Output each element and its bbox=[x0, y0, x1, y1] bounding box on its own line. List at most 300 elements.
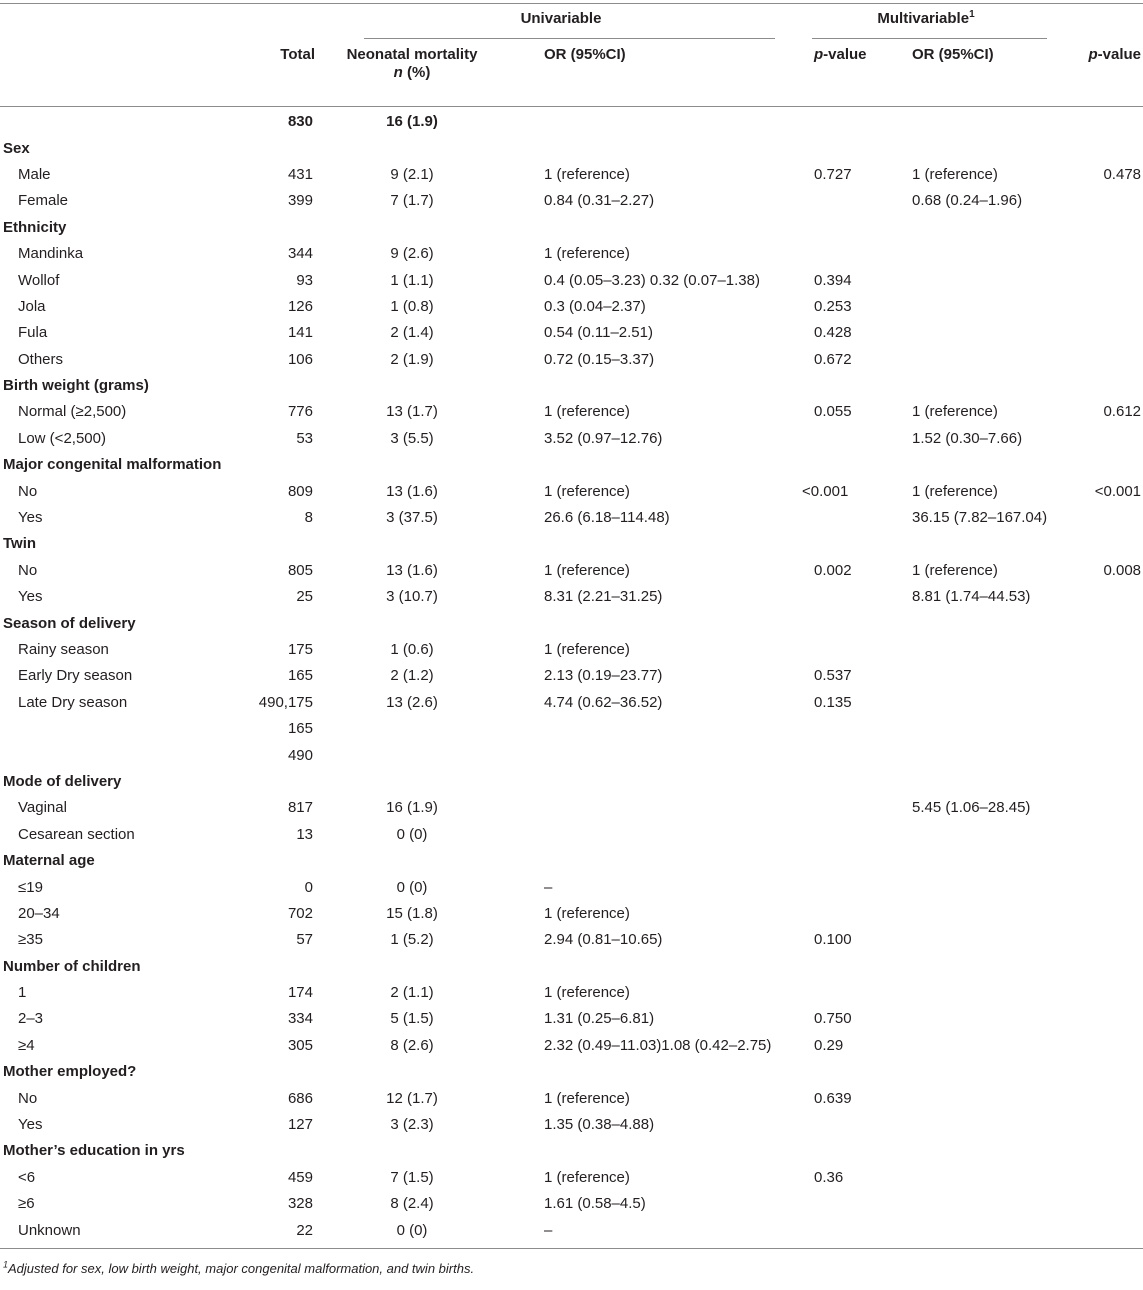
multivariable-header-text: Multivariable bbox=[877, 10, 970, 27]
total-cell: 0 bbox=[304, 878, 313, 896]
row-label: Male bbox=[18, 165, 51, 183]
or-multivariable-cell: 1.52 (0.30–7.66) bbox=[912, 429, 1023, 447]
or-multivariable-cell bbox=[902, 1112, 1068, 1138]
table-row bbox=[0, 584, 1143, 610]
or-cell: 0.84 (0.31–2.27) bbox=[544, 192, 655, 210]
or-multivariable-cell bbox=[902, 373, 1068, 399]
p-value-cell bbox=[784, 188, 902, 214]
or-multivariable-cell: 1 (reference) bbox=[912, 403, 998, 421]
p-value-cell bbox=[784, 215, 902, 241]
total-cell: 126 bbox=[287, 297, 313, 315]
row-label: Low (<2,500) bbox=[18, 429, 106, 447]
total-cell: 334 bbox=[287, 1010, 313, 1028]
p-value-cell: 0.055 bbox=[814, 403, 852, 421]
row-label: Birth weight (grams) bbox=[3, 377, 149, 395]
or-multivariable-cell: 5.45 (1.06–28.45) bbox=[912, 799, 1031, 817]
total-cell: 817 bbox=[287, 799, 313, 817]
p-value-cell: 0.639 bbox=[814, 1089, 852, 1107]
total-cell: 57 bbox=[296, 931, 313, 949]
p-value-multivariable-cell bbox=[1068, 1085, 1143, 1111]
row-label: ≥6 bbox=[18, 1195, 35, 1213]
p-value-cell: 0.135 bbox=[814, 693, 852, 711]
or-multivariable-cell: 8.81 (1.74–44.53) bbox=[912, 588, 1031, 606]
p-value-multivariable-cell bbox=[1068, 610, 1143, 636]
or-cell bbox=[516, 452, 784, 478]
total-cell: 686 bbox=[287, 1089, 313, 1107]
or-cell: 1 (reference) bbox=[544, 984, 630, 1002]
p-value-multivariable-cell bbox=[1068, 769, 1143, 795]
or-cell bbox=[516, 373, 784, 399]
or-cell bbox=[516, 742, 784, 768]
or-cell bbox=[516, 610, 784, 636]
p-value-cell bbox=[784, 241, 902, 267]
table-row bbox=[0, 1165, 1143, 1191]
or-multivariable-cell bbox=[902, 690, 1068, 716]
table-row bbox=[0, 795, 1143, 821]
mortality-cell bbox=[338, 742, 516, 768]
total-cell: 490,175 bbox=[258, 693, 313, 711]
p-value-multivariable-cell bbox=[1068, 584, 1143, 610]
or-multivariable-cell bbox=[902, 848, 1068, 874]
table-row bbox=[0, 1006, 1143, 1032]
table-row bbox=[0, 637, 1143, 663]
category-row bbox=[0, 1059, 1143, 1085]
mortality-cell: 2 (1.4) bbox=[390, 324, 434, 342]
total-cell: 328 bbox=[287, 1195, 313, 1213]
or-multivariable-cell bbox=[902, 1059, 1068, 1085]
or-multivariable-cell bbox=[902, 320, 1068, 346]
or-cell: 0.3 (0.04–2.37) bbox=[544, 297, 646, 315]
table-row bbox=[0, 505, 1143, 531]
table-row bbox=[0, 742, 1143, 768]
or-cell bbox=[516, 822, 784, 848]
p-value-multivariable-cell bbox=[1068, 1165, 1143, 1191]
mortality-cell: 1 (5.2) bbox=[390, 931, 434, 949]
or-multivariable-cell bbox=[902, 637, 1068, 663]
category-row bbox=[0, 135, 1143, 161]
total-mortality: 16 (1.9) bbox=[386, 113, 438, 131]
or-cell: 8.31 (2.21–31.25) bbox=[544, 588, 663, 606]
mortality-cell: 1 (0.8) bbox=[390, 297, 434, 315]
or-multivariable-cell bbox=[902, 347, 1068, 373]
p-value-cell bbox=[784, 742, 902, 768]
category-row bbox=[0, 954, 1143, 980]
table-row bbox=[0, 1217, 1143, 1243]
or-multivariable-cell bbox=[902, 294, 1068, 320]
p-value-multivariable-cell bbox=[1068, 954, 1143, 980]
row-label: Vaginal bbox=[18, 799, 67, 817]
p-value-cell bbox=[784, 795, 902, 821]
table-row bbox=[0, 347, 1143, 373]
row-label: Mode of delivery bbox=[3, 772, 122, 790]
p-value-cell bbox=[784, 584, 902, 610]
footnote-mark: 1 bbox=[3, 1259, 9, 1270]
multivariable-footnote-mark: 1 bbox=[969, 9, 975, 20]
mortality-cell bbox=[338, 610, 516, 636]
col-or2-header: OR (95%CI) bbox=[912, 46, 994, 63]
row-label: Early Dry season bbox=[18, 667, 133, 685]
mortality-cell: 13 (1.6) bbox=[386, 561, 438, 579]
p-value-multivariable-cell bbox=[1068, 347, 1143, 373]
p-value-cell: 0.002 bbox=[814, 561, 852, 579]
row-label: ≥4 bbox=[18, 1036, 35, 1054]
or-multivariable-cell bbox=[902, 663, 1068, 689]
or-cell: 2.94 (0.81–10.65) bbox=[544, 931, 663, 949]
row-label bbox=[0, 742, 258, 768]
p-value-multivariable-cell bbox=[1068, 795, 1143, 821]
total-cell: 141 bbox=[287, 324, 313, 342]
total-cell: 776 bbox=[287, 403, 313, 421]
row-label: Female bbox=[18, 192, 69, 210]
or-multivariable-cell: 1 (reference) bbox=[912, 165, 998, 183]
or-cell: 2.32 (0.49–11.03)1.08 (0.42–2.75) bbox=[544, 1036, 772, 1054]
or-multivariable-cell bbox=[902, 1191, 1068, 1217]
total-cell bbox=[258, 610, 338, 636]
p-value-cell bbox=[784, 452, 902, 478]
col-p-suffix: -value bbox=[823, 46, 867, 63]
or-multivariable-cell bbox=[902, 1085, 1068, 1111]
table-row bbox=[0, 874, 1143, 900]
table-row bbox=[0, 558, 1143, 584]
or-cell: – bbox=[544, 878, 553, 896]
col-total-header: Total bbox=[280, 46, 315, 63]
p-value-multivariable-cell bbox=[1068, 373, 1143, 399]
or-cell: 1 (reference) bbox=[544, 165, 630, 183]
p-value-multivariable-cell: 0.478 bbox=[1103, 165, 1142, 183]
row-label: No bbox=[18, 561, 38, 579]
p-value-cell bbox=[784, 373, 902, 399]
category-row bbox=[0, 1138, 1143, 1164]
univariable-underline bbox=[364, 38, 775, 39]
p-value-multivariable-cell bbox=[1068, 1006, 1143, 1032]
row-label: Mother’s education in yrs bbox=[3, 1142, 185, 1160]
row-label: Yes bbox=[18, 1116, 43, 1134]
row-label: No bbox=[18, 1089, 38, 1107]
p-value-multivariable-cell bbox=[1068, 927, 1143, 953]
p-value-cell bbox=[784, 505, 902, 531]
mortality-cell: 13 (1.6) bbox=[386, 482, 438, 500]
mortality-cell: 13 (1.7) bbox=[386, 403, 438, 421]
or-multivariable-cell bbox=[902, 927, 1068, 953]
p-value-multivariable-cell bbox=[1068, 505, 1143, 531]
or-cell: 1 (reference) bbox=[544, 641, 630, 658]
or-cell: 1.31 (0.25–6.81) bbox=[544, 1010, 655, 1028]
p-value-multivariable-cell bbox=[1068, 848, 1143, 874]
row-label: Jola bbox=[18, 297, 46, 315]
or-cell: 1.35 (0.38–4.88) bbox=[544, 1116, 655, 1134]
mortality-cell: 3 (10.7) bbox=[386, 588, 438, 606]
p-value-multivariable-cell bbox=[1068, 1191, 1143, 1217]
multivariable-underline bbox=[812, 38, 1047, 39]
p-value-multivariable-cell bbox=[1068, 637, 1143, 663]
mortality-cell bbox=[338, 135, 516, 161]
col-p2-header bbox=[1068, 38, 1143, 109]
mortality-cell: 8 (2.4) bbox=[390, 1195, 434, 1213]
p-value-multivariable-cell bbox=[1068, 267, 1143, 293]
mortality-cell: 0 (0) bbox=[396, 1221, 428, 1239]
total-cell: 459 bbox=[287, 1168, 313, 1186]
p-value-cell: 0.394 bbox=[814, 271, 852, 289]
row-label: Unknown bbox=[18, 1221, 81, 1239]
mortality-cell bbox=[338, 452, 516, 478]
p-value-cell: 0.253 bbox=[814, 297, 852, 315]
row-label: Major congenital malformation bbox=[3, 456, 222, 474]
table-top-rule bbox=[0, 3, 1143, 4]
p-value-multivariable-cell bbox=[1068, 1112, 1143, 1138]
total-cell: 8 bbox=[304, 509, 313, 527]
p-value-cell bbox=[784, 135, 902, 161]
or-cell: 1 (reference) bbox=[544, 1089, 630, 1107]
p-value-cell bbox=[784, 531, 902, 557]
p-value-multivariable-cell bbox=[1068, 320, 1143, 346]
p-value-cell bbox=[784, 1191, 902, 1217]
total-cell: 13 bbox=[296, 825, 313, 843]
p-value-cell: 0.750 bbox=[814, 1010, 852, 1028]
table-row bbox=[0, 690, 1143, 716]
table-row bbox=[0, 927, 1143, 953]
total-cell: 399 bbox=[287, 192, 313, 210]
category-row bbox=[0, 531, 1143, 557]
or-multivariable-cell bbox=[902, 954, 1068, 980]
p-value-multivariable-cell bbox=[1068, 742, 1143, 768]
total-cell bbox=[258, 848, 338, 874]
mortality-cell bbox=[338, 716, 516, 742]
table-row bbox=[0, 716, 1143, 742]
total-cell bbox=[258, 215, 338, 241]
p-value-multivariable-cell bbox=[1068, 452, 1143, 478]
mortality-cell bbox=[338, 373, 516, 399]
total-cell bbox=[258, 135, 338, 161]
mortality-cell bbox=[338, 215, 516, 241]
table-row bbox=[0, 1112, 1143, 1138]
total-cell: 165 bbox=[287, 720, 313, 738]
category-row bbox=[0, 848, 1143, 874]
or-cell: 1 (reference) bbox=[544, 403, 630, 421]
mortality-cell: 7 (1.7) bbox=[390, 192, 434, 210]
mortality-cell: 13 (2.6) bbox=[386, 693, 438, 711]
row-label: Fula bbox=[18, 324, 48, 342]
row-label: ≥35 bbox=[18, 931, 43, 949]
table-row bbox=[0, 822, 1143, 848]
total-cell bbox=[258, 1059, 338, 1085]
total-cell bbox=[258, 373, 338, 399]
col-or-header: OR (95%CI) bbox=[544, 46, 626, 63]
total-cell: 53 bbox=[296, 429, 313, 447]
table-row bbox=[0, 162, 1143, 188]
p-value-cell: 0.100 bbox=[814, 931, 852, 949]
p-value-multivariable-cell: 0.008 bbox=[1103, 561, 1142, 579]
p-value-multivariable-cell: <0.001 bbox=[1094, 482, 1142, 500]
row-label: Ethnicity bbox=[3, 218, 67, 236]
or-cell bbox=[516, 795, 784, 821]
header-group-row bbox=[0, 0, 1143, 38]
or-cell bbox=[516, 769, 784, 795]
mortality-cell: 15 (1.8) bbox=[386, 904, 438, 922]
or-cell: – bbox=[544, 1221, 553, 1239]
p-value-multivariable-cell bbox=[1068, 980, 1143, 1006]
p-value-cell: 0.672 bbox=[814, 350, 852, 368]
or-multivariable-cell bbox=[902, 769, 1068, 795]
p-value-cell bbox=[784, 848, 902, 874]
p-value-cell bbox=[784, 980, 902, 1006]
col-mortality-header bbox=[338, 38, 516, 109]
col-p-italic: p bbox=[814, 46, 824, 63]
or-multivariable-cell bbox=[902, 1217, 1068, 1243]
category-row bbox=[0, 452, 1143, 478]
mortality-cell: 3 (2.3) bbox=[390, 1116, 434, 1134]
p-value-multivariable-cell bbox=[1068, 1217, 1143, 1243]
p-value-cell bbox=[784, 822, 902, 848]
table-row bbox=[0, 241, 1143, 267]
table-row bbox=[0, 267, 1143, 293]
col-mortality-n: n bbox=[393, 64, 403, 81]
total-cell bbox=[258, 531, 338, 557]
or-cell: 1 (reference) bbox=[544, 245, 630, 263]
row-label: ≤19 bbox=[18, 878, 43, 896]
mortality-cell: 16 (1.9) bbox=[386, 799, 438, 817]
or-multivariable-cell bbox=[902, 901, 1068, 927]
col-mortality-line1: Neonatal mortality bbox=[346, 46, 478, 63]
or-multivariable-cell bbox=[902, 874, 1068, 900]
or-cell bbox=[516, 1059, 784, 1085]
mortality-cell: 1 (1.1) bbox=[390, 271, 434, 289]
or-multivariable-cell bbox=[902, 1138, 1068, 1164]
row-label: Mother employed? bbox=[3, 1063, 137, 1081]
row-label: Mandinka bbox=[18, 245, 84, 263]
or-cell: 0.54 (0.11–2.51) bbox=[544, 324, 653, 342]
p-value-cell bbox=[784, 637, 902, 663]
or-cell bbox=[516, 716, 784, 742]
mortality-cell: 2 (1.1) bbox=[390, 984, 434, 1002]
table-row bbox=[0, 294, 1143, 320]
row-label: Season of delivery bbox=[3, 614, 136, 632]
row-label: Cesarean section bbox=[18, 825, 135, 843]
mortality-cell: 5 (1.5) bbox=[390, 1010, 434, 1028]
p-value-multivariable-cell bbox=[1068, 901, 1143, 927]
header-column-row bbox=[0, 38, 1143, 109]
row-label: Yes bbox=[18, 509, 43, 527]
or-multivariable-cell: 1 (reference) bbox=[912, 482, 998, 500]
total-cell bbox=[258, 1138, 338, 1164]
p-value-multivariable-cell bbox=[1068, 1033, 1143, 1059]
mortality-cell: 9 (2.1) bbox=[390, 165, 434, 183]
total-cell: 165 bbox=[287, 667, 313, 685]
or-cell: 1.61 (0.58–4.5) bbox=[544, 1195, 646, 1213]
or-cell: 0.72 (0.15–3.37) bbox=[544, 350, 655, 368]
footnote bbox=[0, 1261, 1143, 1276]
or-multivariable-cell bbox=[902, 1165, 1068, 1191]
or-cell: 1 (reference) bbox=[544, 482, 630, 500]
total-cell bbox=[258, 769, 338, 795]
col-p2-suffix: -value bbox=[1097, 46, 1142, 63]
category-row bbox=[0, 215, 1143, 241]
row-label: Number of children bbox=[3, 957, 141, 975]
total-cell: 431 bbox=[287, 165, 313, 183]
or-multivariable-cell bbox=[902, 241, 1068, 267]
row-label: Yes bbox=[18, 588, 43, 606]
row-label: No bbox=[18, 482, 38, 500]
table-row bbox=[0, 1033, 1143, 1059]
row-label: Rainy season bbox=[18, 641, 109, 658]
mortality-cell: 1 (0.6) bbox=[390, 641, 434, 658]
total-cell: 25 bbox=[296, 588, 313, 606]
row-label: Wollof bbox=[18, 271, 60, 289]
total-cell: 174 bbox=[287, 984, 313, 1002]
mortality-cell bbox=[338, 1059, 516, 1085]
col-p2-italic: p bbox=[1088, 46, 1098, 63]
or-cell: 1 (reference) bbox=[544, 1168, 630, 1186]
or-cell bbox=[516, 215, 784, 241]
or-multivariable-cell bbox=[902, 1006, 1068, 1032]
total-cell: 93 bbox=[296, 271, 313, 289]
row-label: Others bbox=[18, 350, 64, 368]
col-mortality-pct: (%) bbox=[402, 64, 431, 81]
p-value-cell bbox=[784, 610, 902, 636]
or-multivariable-cell bbox=[902, 531, 1068, 557]
or-cell bbox=[516, 531, 784, 557]
col-p-header bbox=[784, 38, 902, 109]
table-row bbox=[0, 663, 1143, 689]
p-value-multivariable-cell bbox=[1068, 663, 1143, 689]
mortality-cell bbox=[338, 954, 516, 980]
or-cell bbox=[516, 1138, 784, 1164]
p-value-cell bbox=[784, 716, 902, 742]
row-label: Sex bbox=[3, 139, 30, 157]
p-value-cell bbox=[784, 1059, 902, 1085]
or-multivariable-cell bbox=[902, 135, 1068, 161]
univariable-header: Univariable bbox=[520, 10, 602, 27]
p-value-multivariable-cell bbox=[1068, 1059, 1143, 1085]
or-multivariable-cell: 36.15 (7.82–167.04) bbox=[912, 509, 1048, 527]
mortality-cell: 2 (1.9) bbox=[390, 350, 434, 368]
or-cell: 2.13 (0.19–23.77) bbox=[544, 667, 663, 685]
table-row bbox=[0, 320, 1143, 346]
p-value-multivariable-cell: 0.612 bbox=[1103, 403, 1142, 421]
row-label: 2–3 bbox=[18, 1010, 44, 1028]
or-multivariable-cell bbox=[902, 610, 1068, 636]
p-value-multivariable-cell bbox=[1068, 716, 1143, 742]
total-cell: 805 bbox=[287, 561, 313, 579]
p-value-multivariable-cell bbox=[1068, 822, 1143, 848]
category-row bbox=[0, 769, 1143, 795]
total-cell bbox=[258, 452, 338, 478]
total-cell: 344 bbox=[287, 245, 313, 263]
table-row bbox=[0, 1085, 1143, 1111]
mortality-cell: 3 (37.5) bbox=[386, 509, 438, 527]
p-value-multivariable-cell bbox=[1068, 215, 1143, 241]
or-multivariable-cell bbox=[902, 980, 1068, 1006]
mortality-cell: 7 (1.5) bbox=[390, 1168, 434, 1186]
row-label: <6 bbox=[18, 1168, 36, 1186]
mortality-cell bbox=[338, 848, 516, 874]
or-multivariable-cell bbox=[902, 215, 1068, 241]
or-multivariable-cell bbox=[902, 822, 1068, 848]
mortality-cell: 2 (1.2) bbox=[390, 667, 434, 685]
or-multivariable-cell: 1 (reference) bbox=[912, 561, 998, 579]
mortality-cell: 9 (2.6) bbox=[390, 245, 434, 263]
p-value-cell: 0.29 bbox=[814, 1036, 844, 1054]
category-row bbox=[0, 610, 1143, 636]
or-cell: 1 (reference) bbox=[544, 561, 630, 579]
p-value-multivariable-cell bbox=[1068, 188, 1143, 214]
or-multivariable-cell bbox=[902, 1033, 1068, 1059]
category-row bbox=[0, 373, 1143, 399]
row-label: Late Dry season bbox=[18, 693, 128, 711]
total-cell: 305 bbox=[287, 1036, 313, 1054]
mortality-cell bbox=[338, 1138, 516, 1164]
row-label bbox=[0, 716, 258, 742]
p-value-multivariable-cell bbox=[1068, 531, 1143, 557]
